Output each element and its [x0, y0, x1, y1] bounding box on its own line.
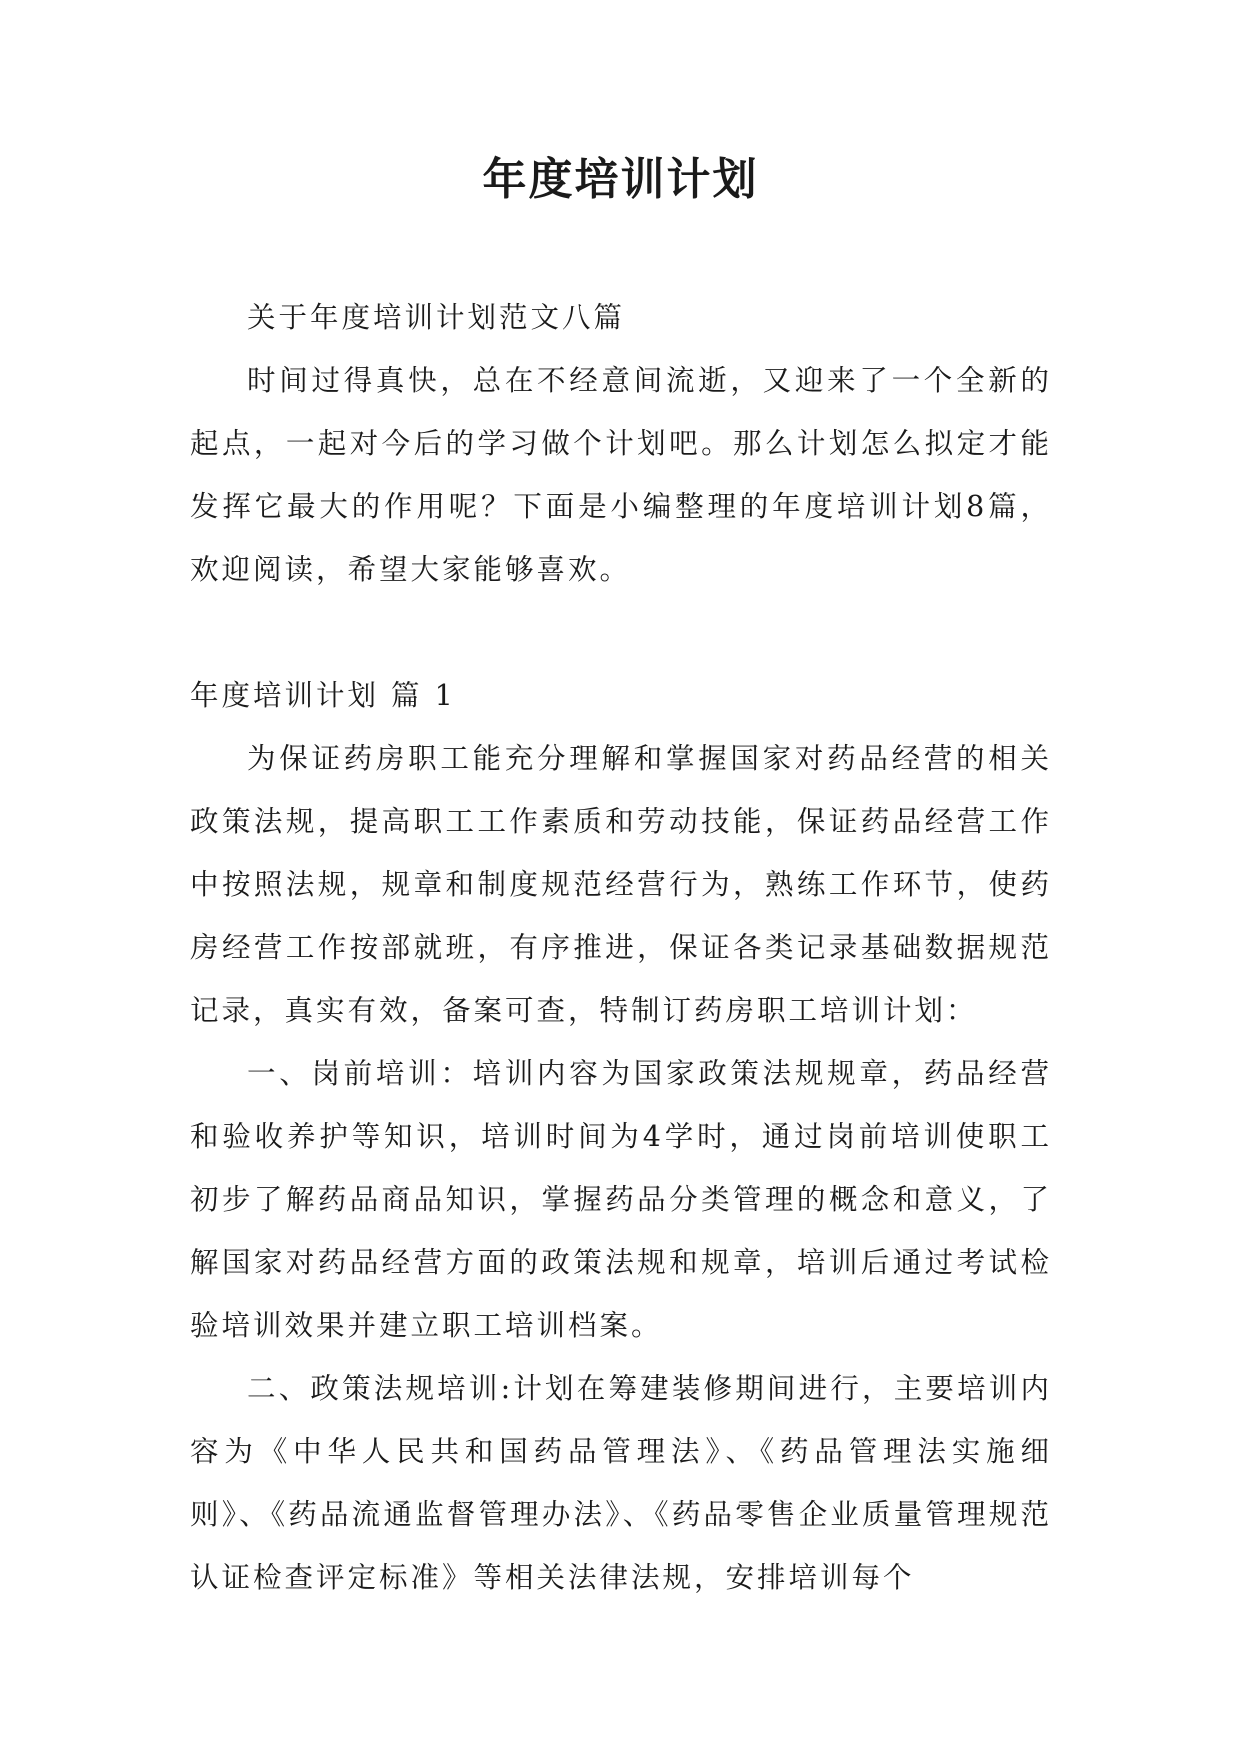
document-subtitle: 关于年度培训计划范文八篇 — [247, 301, 626, 334]
document-title: 年度培训计划 — [482, 154, 759, 205]
section-heading: 年度培训计划 篇 1 — [190, 679, 456, 712]
body-paragraph: 一、岗前培训：培训内容为国家政策法规规章，药品经营和验收养护等知识，培训时间为4学时，通过岗前培训使职工初步了解药品商品知识，掌握药品分类管理的概念和意义，了解国家对药品经营方面的政策法规和规章，培训后通过考试检验培训效果并建立职工培训档案。 — [190, 1057, 1052, 1342]
document-body — [190, 286, 1052, 1609]
intro-paragraph: 时间过得真快，总在不经意间流逝，又迎来了一个全新的起点，一起对今后的学习做个计划吧。那么计划怎么拟定才能发挥它最大的作用呢？下面是小编整理的年度培训计划8篇，欢迎阅读，希望大家能够喜欢。 — [190, 364, 1052, 586]
body-paragraph: 为保证药房职工能充分理解和掌握国家对药品经营的相关政策法规，提高职工工作素质和劳动技能，保证药品经营工作中按照法规，规章和制度规范经营行为，熟练工作环节，使药房经营工作按部就班，有序推进，保证各类记录基础数据规范记录，真实有效，备案可查，特制订药房职工培训计划： — [190, 742, 1052, 1027]
body-paragraph: 二、政策法规培训:计划在筹建装修期间进行，主要培训内容为《中华人民共和国药品管理法》、《药品管理法实施细则》、《药品流通监督管理办法》、《药品零售企业质量管理规范认证检查评定标准》等相关法律法规，安排培训每个 — [190, 1372, 1052, 1594]
